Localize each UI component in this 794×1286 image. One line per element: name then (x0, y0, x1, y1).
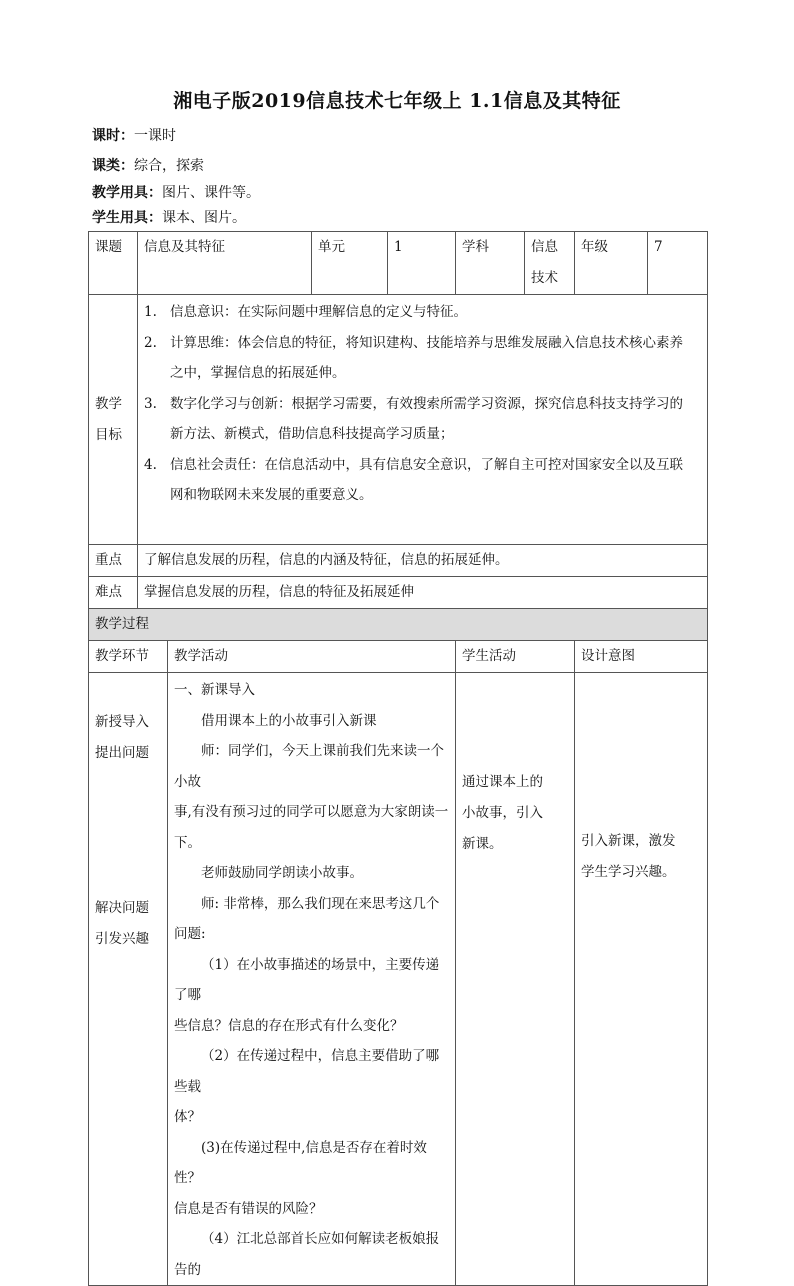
cell-label-unit: 单元 (312, 232, 388, 295)
objective-number: 4. (144, 456, 157, 473)
label-line: 教学 (95, 395, 122, 412)
cell-key: 了解信息发展的历程，信息的内涵及特征，信息的拓展延伸。 (138, 545, 708, 577)
cell-label-subject: 学科 (456, 232, 525, 295)
objective-text: 数字化学习与创新：根据学习需要，有效搜索所需学习资源，探究信息科技支持学习的 (170, 395, 683, 412)
activity-line: 些信息？信息的存在形式有什么变化？ (174, 1017, 404, 1034)
meta-label: 课类： (92, 158, 134, 174)
objective-text: 信息社会责任：在信息活动中，具有信息安全意识，了解自主可控对国家安全以及互联 (170, 456, 683, 473)
student-line: 小故事，引入 (462, 805, 544, 821)
objective-number: 3. (144, 395, 157, 412)
objective-text: 网和物联网未来发展的重要意义。 (170, 487, 373, 503)
activity-line: 借用课本上的小故事引入新课 (201, 712, 377, 729)
column-header-stage: 教学环节 (89, 641, 168, 673)
meta-value: 图片、课件等。 (162, 185, 260, 201)
process-header: 教学过程 (89, 609, 708, 641)
activity-line: 老师鼓励同学朗读小故事。 (201, 865, 363, 881)
table-row-difficult-points (89, 577, 708, 609)
activity-line: 师: 非常棒，那么我们现在来思考这几个问题: (174, 895, 440, 942)
activity-line: （2）在传递过程中，信息主要借助了哪些载 (174, 1048, 440, 1095)
activity-line: (3)在传递过程中,信息是否存在着时效性？ (174, 1139, 427, 1186)
table-row-process-header (89, 609, 708, 641)
lesson-plan-table (88, 231, 708, 1286)
student-line: 通过课本上的 (462, 774, 544, 790)
activity-line: 一、新课导入 (174, 682, 255, 698)
objective-text: 信息意识：在实际问题中理解信息的定义与特征。 (170, 304, 467, 320)
cell-subject: 信息技术 (525, 232, 575, 295)
meta-label: 学生用具： (92, 210, 162, 226)
meta-value: 课本、图片。 (162, 210, 246, 226)
column-header-activity: 教学活动 (168, 641, 456, 673)
meta-label: 教学用具： (92, 185, 162, 201)
objective-text: 计算思维：体会信息的特征，将知识建构、技能培养与思维发展融入信息技术核心素养 (170, 334, 683, 351)
activity-line: 事,有没有预习过的同学可以愿意为大家朗读一下。 (174, 804, 449, 851)
activity-line: （4）江北总部首长应如何解读老板娘报告的 (174, 1231, 440, 1278)
table-row-process-columns (89, 641, 708, 673)
objective-item (144, 328, 701, 389)
cell-unit: 1 (388, 232, 456, 295)
meta-value: 一课时 (134, 128, 176, 144)
label-line: 目标 (95, 426, 122, 443)
student-line: 新课。 (462, 836, 503, 852)
cell-topic: 信息及其特征 (138, 232, 312, 295)
cell-label-grade: 年级 (575, 232, 648, 295)
cell-label-topic: 课题 (89, 232, 138, 295)
cell-label-difficult: 难点 (89, 577, 138, 609)
meta-label: 课时： (92, 128, 134, 144)
table-row-topic (89, 232, 708, 295)
stage-line: 提出问题 (95, 745, 149, 761)
meta-lesson-type (92, 155, 204, 175)
objective-item (144, 297, 701, 328)
objective-item (144, 389, 701, 450)
activity-line: 体？ (174, 1109, 201, 1125)
cell-objectives (138, 295, 708, 545)
table-row-objectives (89, 295, 708, 545)
meta-teaching-tools (92, 182, 260, 202)
cell-student-activity (456, 673, 575, 1286)
stage-line: 解决问题 (95, 900, 149, 916)
meta-lesson-hours (92, 125, 176, 145)
intent-line: 学生学习兴趣。 (581, 864, 676, 880)
activity-line: （1）在小故事描述的场景中，主要传递了哪 (174, 956, 440, 1003)
cell-difficult: 掌握信息发展的历程，信息的特征及拓展延伸 (138, 577, 708, 609)
activity-line: 信息是否有错误的风险？ (174, 1200, 323, 1217)
cell-label-key: 重点 (89, 545, 138, 577)
column-header-student: 学生活动 (456, 641, 575, 673)
cell-label-objectives (89, 295, 138, 545)
table-row-process-body (89, 673, 708, 1286)
objective-number: 1. (144, 304, 157, 320)
activity-line: 师：同学们，今天上课前我们先来读一个小故 (174, 743, 444, 790)
stage-line: 引发兴趣 (95, 931, 149, 947)
objective-text: 新方法、新模式，借助信息科技提高学习质量； (170, 426, 454, 442)
cell-design-intent (575, 673, 708, 1286)
table-row-key-points (89, 545, 708, 577)
column-header-intent: 设计意图 (575, 641, 708, 673)
objective-item (144, 450, 701, 511)
cell-stage (89, 673, 168, 1286)
cell-grade: 7 (648, 232, 708, 295)
objective-number: 2. (144, 334, 157, 351)
cell-activity (168, 673, 456, 1286)
stage-line: 新授导入 (95, 714, 149, 730)
objective-text: 之中，掌握信息的拓展延伸。 (170, 365, 346, 381)
document-title: 湘电子版2019信息技术七年级上 1.1信息及其特征 (173, 90, 621, 112)
meta-value: 综合，探索 (134, 158, 204, 174)
meta-student-tools (92, 207, 246, 227)
intent-line: 引入新课，激发 (581, 833, 676, 849)
